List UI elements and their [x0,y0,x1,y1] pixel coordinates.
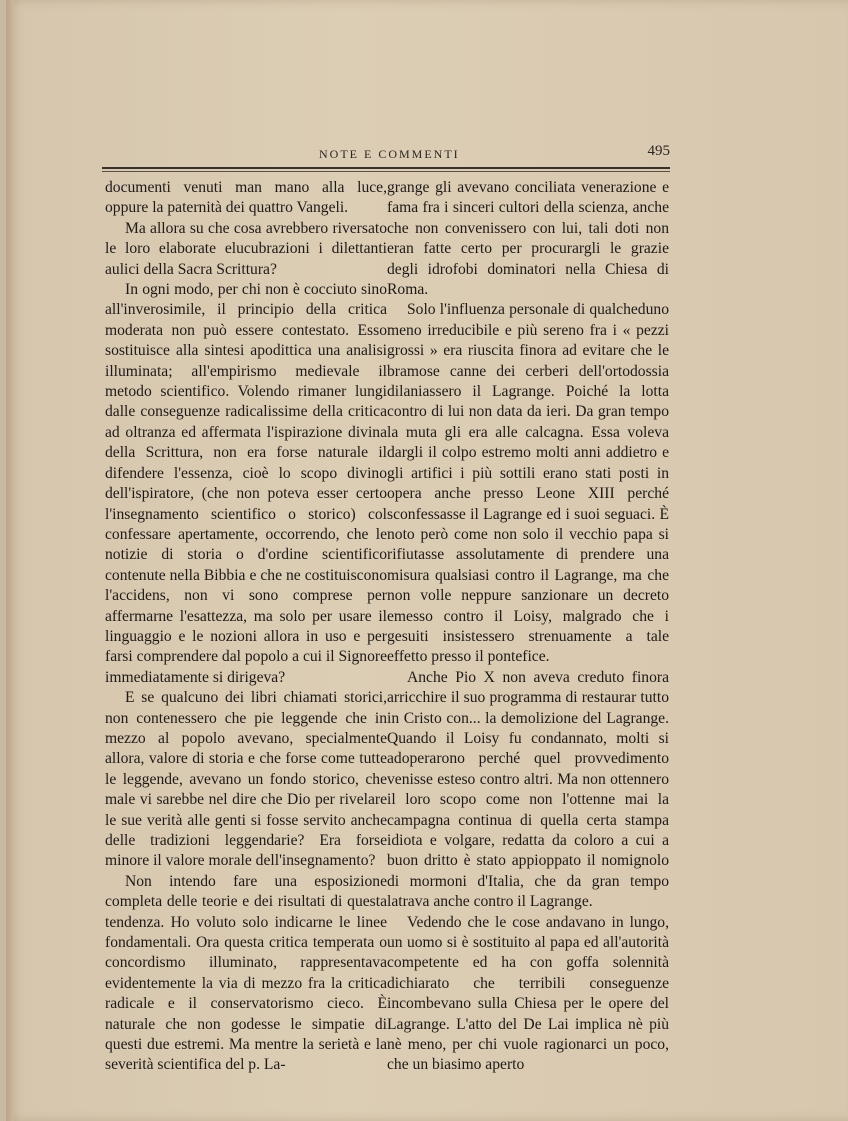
page-number: 495 [647,143,670,159]
page-edge [6,0,14,1121]
page-header [104,145,670,167]
paragraph: Anche Pio X non aveva creduto finora arricchire il suo programma di restaurar tutto in Cristo con... la demolizione del Lagrange. Quando il Loisy fu condannato, molti si adoperarono perché quel provvedimento venisse esteso contro altri. Ma non ottennero il loro scopo come non l'ottenne mai la campagna continua di quella certa stampa idiota e volgare, redatta da coloro a cui a buon dritto è stato appioppato il nomignolo di mormoni d'Italia, che da gran tempo latrava anche contro il Lagrange. [387,668,669,911]
paragraph: Solo l'influenza personale di qualcheduno meno irreducibile e più sereno fra i « pezzi grossi » era riuscita finora ad evitare che le bramose canne dei cerberi dell'ortodossia dilaniassero il Lagrange. Poiché la lotta contro di lui non data da ieri. Da gran tempo la muta gli era alle calcagna. Essa voleva dargli il colpo estremo molti anni addietro e gli artifici i più sottili erano stati posti in opera anche presso Leone XIII perché sconfessasse il Lagrange ed i suoi seguaci. È noto però come non solo il vecchio papa si rifiutasse assolutamente di prendere una misura qualsiasi contro il Lagrange, ma che non volle neppure sanzionare un decreto emesso contro il Loisy, malgrado che i gesuiti insistessero strenuamente a tale effetto presso il pontefice. [387,301,669,666]
left-column [105,178,387,1076]
paragraph: documenti venuti man mano alla luce, oppure la paternità dei quattro Vangeli. [105,179,387,217]
right-column [387,178,669,1076]
paragraph: In ogni modo, per chi non è cocciuto sino all'inverosimile, il principio della critica moderata non può essere contestato. Esso sostituisce alla sintesi apodittica una analisi illuminata; all'empirismo medievale il metodo scientifico. Volendo rimaner lungi dalle conseguenze radicalissime della critica ad oltranza ed affermata l'ispirazione divina della Scrittura, non era forse naturale il difendere l'essenza, cioè lo scopo divino dell'ispiratore, (che non poteva esser certo l'insegnamento scientifico o storico) col confessare apertamente, occorrendo, che le notizie di storia o d'ordine scientifico contenute nella Bibbia e che ne costituiscono l'accidens, non vi sono comprese per affermarne l'esattezza, ma solo per usare il linguaggio e le nozioni allora in uso e per farsi comprendere dal popolo a cui il Signore immediatamente si dirigeva? [105,281,387,686]
paragraph: Non intendo fare una esposizione completa delle teorie e dei risultati di questa tendenza. Ho voluto solo indicarne le linee fondamentali. Ora questa critica temperata o concordismo illuminato, rappresentava evidentemente la via di mezzo fra la critica radicale e il conservatorismo cieco. È naturale che non godesse le simpatie di questi due estremi. Ma mentre la serietà e la severità scientifica del p. La- [105,872,387,1074]
paragraph: Vedendo che le cose andavano in lungo, un uomo si è sostituito al papa ed all'autorità competente ed ha con goffa solennità dichiarato che terribili conseguenze incombevano sulla Chiesa per le opere del Lagrange. L'atto del De Lai implica nè più nè meno, per chi vuole ragionarci un poco, che un biasimo aperto [387,913,669,1074]
running-title: NOTE E COMMENTI [319,147,460,161]
paragraph: E se qualcuno dei libri chiamati storici, non contenessero che pie leggende che in mezzo al popolo avevano, specialmente allora, valore di storia e che forse come tutte le leggende, avevano un fondo storico, che male vi sarebbe nel dire che Dio per rivelare le sue verità alle genti si fosse servito anche delle tradizioni leggendarie? Era forse minore il valore morale dell'insegnamento? [105,689,387,870]
paragraph: Ma allora su che cosa avrebbero riversato le loro elaborate elucubrazioni i dilettanti aulici della Sacra Scrittura? [105,219,387,278]
paragraph: grange gli avevano conciliata venerazione e fama fra i sinceri cultori della scienza, anche che non convenissero con lui, tali doti non eran fatte certo per procurargli le grazie degli idrofobi dominatori nella Chiesa di Roma. [387,179,669,299]
header-rule [102,167,670,169]
header-rule-thin [102,171,670,172]
